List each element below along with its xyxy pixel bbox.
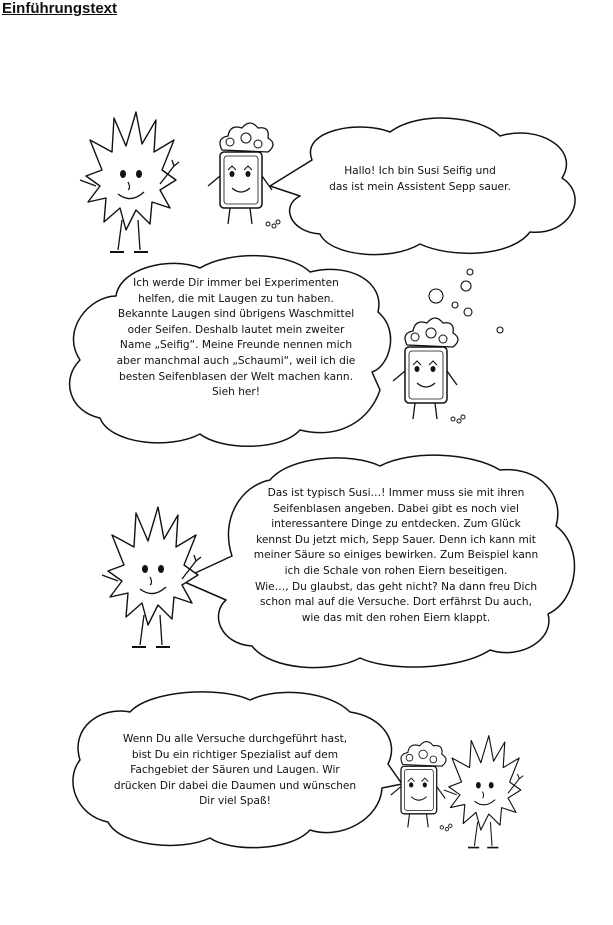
bubble-text-1: Hallo! Ich bin Susi Seifig und das ist mein Assistent Sepp sauer.	[329, 165, 511, 193]
bubble-text-3: Das ist typisch Susi…! Immer muss sie mit ihren Seifenblasen angeben. Dabei gibt es noch viel interessantere Dinge zu entdecken. Zum Glück kennst Du jetzt mich, Sepp Sauer. Denn ich kann mit meiner Säure so einiges bewirken. Zum Beispiel kann ich die Schale von rohen Eiern beseitigen. Wie…, Du glaubst, das geht nicht? Na dann freu Dich schon mal auf die Versuche. Dort erfährst Du auch, wie das mit den rohen Eiern klappt.	[253, 487, 539, 624]
bubble-text-2: Ich werde Dir immer bei Experimenten helfen, die mit Laugen zu tun haben. Bekannte Laugen sind übrigens Waschmittel oder Seifen. Deshalb lautet mein zweiter Name „Seifig“. Meine Freunde nennen mich aber manchmal auch „Schaumi“, weil ich die besten Seifenblasen der Welt machen kann. Sieh her!	[116, 277, 356, 399]
both-characters	[391, 736, 523, 848]
sepp-character-2	[102, 507, 201, 647]
bubble-text-4: Wenn Du alle Versuche durchgeführt hast, bist Du ein richtiger Spezialist auf dem Fachgebiet der Säuren und Laugen. Wir drücken Dir dabei die Daumen und wünschen Dir viel Spaß!	[113, 733, 357, 808]
susi-character-1	[208, 123, 280, 228]
page-title: Einführungstext	[2, 0, 117, 17]
sepp-character-1	[80, 112, 179, 252]
susi-character-2	[393, 318, 465, 423]
